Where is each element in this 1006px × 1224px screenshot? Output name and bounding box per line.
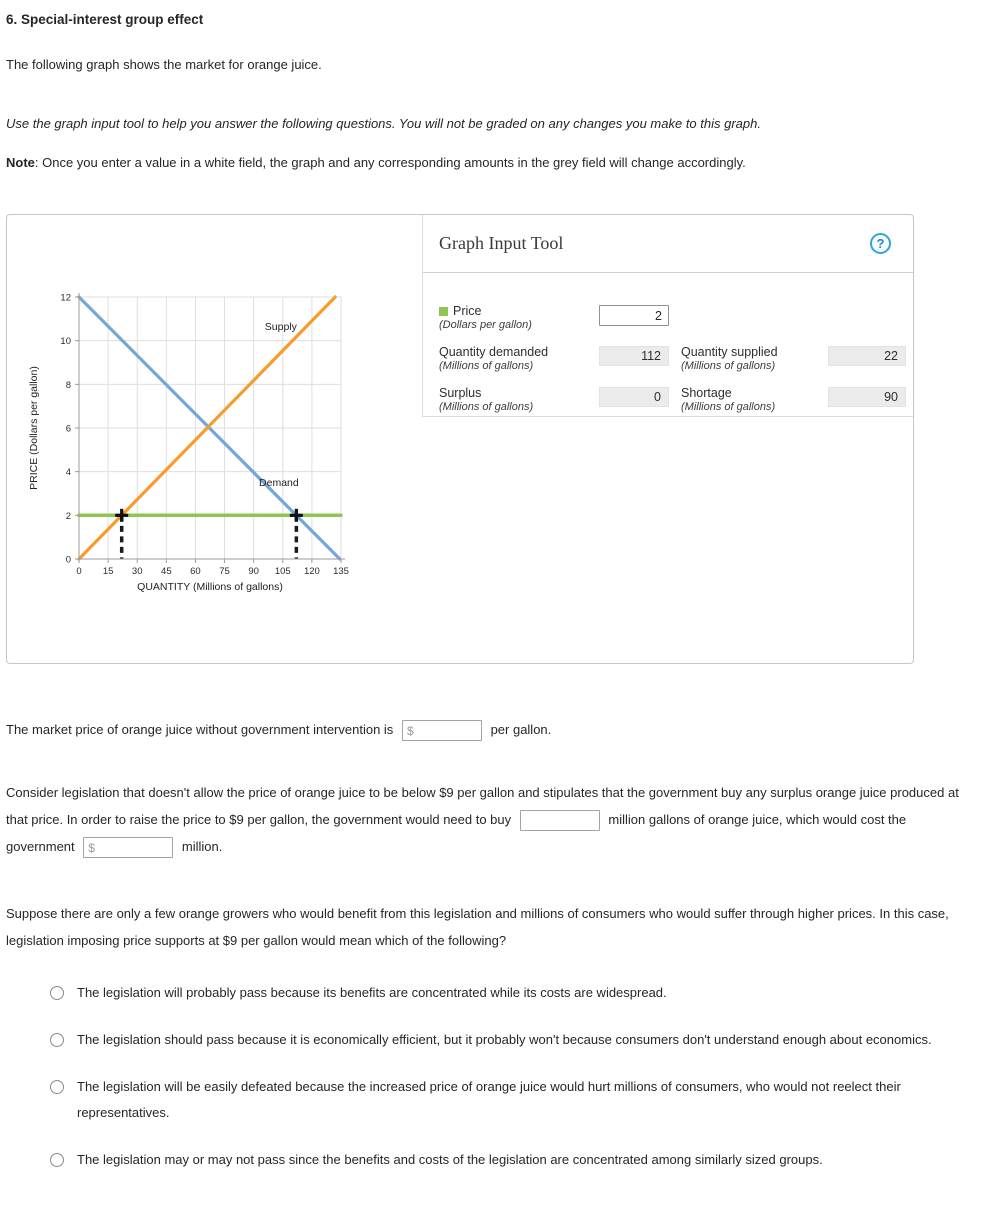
price-input[interactable] bbox=[599, 305, 669, 326]
shortage-value: 90 bbox=[828, 387, 906, 407]
tool-body bbox=[423, 273, 913, 414]
svg-text:Supply: Supply bbox=[264, 320, 297, 333]
svg-text:135: 135 bbox=[333, 566, 349, 577]
svg-text:4: 4 bbox=[65, 467, 71, 479]
note-label: Note bbox=[6, 155, 35, 170]
svg-text:8: 8 bbox=[65, 379, 71, 391]
instructions-text: Use the graph input tool to help you answer the following questions. You will not be graded on any changes you make to this graph. bbox=[6, 116, 761, 131]
dollar-prefix: $ bbox=[406, 724, 414, 738]
svg-text:30: 30 bbox=[131, 566, 143, 577]
option-label: The legislation will be easily defeated because the increased price of orange juice would hurt millions of consumers, who would not reelect their representatives. bbox=[77, 1079, 901, 1120]
quantity-demanded-value: 112 bbox=[599, 346, 669, 366]
graph-input-tool bbox=[422, 215, 913, 417]
svg-text:90: 90 bbox=[248, 566, 259, 577]
answer-options bbox=[6, 980, 998, 1173]
option-label: The legislation will probably pass because its benefits are concentrated while its costs are widespread. bbox=[77, 985, 667, 1000]
note-rest: : Once you enter a value in a white field, the graph and any corresponding amounts in the grey field will change accordingly. bbox=[34, 155, 746, 170]
svg-text:15: 15 bbox=[102, 566, 114, 577]
help-icon[interactable]: ? bbox=[870, 233, 891, 254]
q2-part3: million. bbox=[181, 839, 223, 854]
quantity-supplied-label: Quantity supplied (Millions of gallons) bbox=[681, 345, 778, 372]
gov-buy-quantity-input[interactable] bbox=[520, 810, 600, 831]
q1-suffix: per gallon. bbox=[490, 721, 552, 737]
market-price-input[interactable] bbox=[402, 720, 482, 741]
market-graph[interactable] bbox=[27, 281, 372, 601]
surplus-value: 0 bbox=[599, 387, 669, 407]
svg-text:QUANTITY (Millions of gallons): QUANTITY (Millions of gallons) bbox=[137, 581, 283, 593]
price-swatch-icon bbox=[439, 307, 448, 316]
svg-text:0: 0 bbox=[65, 554, 71, 566]
option-radio[interactable] bbox=[50, 1033, 64, 1047]
option-row[interactable] bbox=[50, 980, 950, 1006]
option-row[interactable] bbox=[50, 1147, 950, 1173]
option-row[interactable] bbox=[50, 1027, 950, 1053]
svg-text:60: 60 bbox=[190, 566, 201, 577]
svg-text:120: 120 bbox=[303, 566, 320, 577]
question-legislation: Suppose there are only a few orange growers who would benefit from this legislation and millions of consumers who would suffer through higher prices. In this case, legislation imposing price supports at $9 per gallon would mean which of the following? bbox=[6, 906, 949, 948]
graph-panel bbox=[6, 214, 914, 664]
option-radio[interactable] bbox=[50, 1080, 64, 1094]
svg-text:2: 2 bbox=[65, 510, 71, 522]
svg-text:105: 105 bbox=[274, 566, 291, 577]
note-text bbox=[6, 155, 998, 170]
option-row[interactable] bbox=[50, 1074, 950, 1126]
option-label: The legislation may or may not pass since the benefits and costs of the legislation are concentrated among similarly sized groups. bbox=[77, 1152, 823, 1167]
gov-cost-input[interactable] bbox=[83, 837, 173, 858]
option-label: The legislation should pass because it is economically efficient, but it probably won't because consumers don't understand enough about economics. bbox=[77, 1032, 932, 1047]
page-title: 6. Special-interest group effect bbox=[6, 12, 204, 27]
dollar-prefix: $ bbox=[88, 841, 95, 856]
question-price-support bbox=[6, 779, 964, 860]
svg-text:75: 75 bbox=[219, 566, 230, 577]
svg-text:45: 45 bbox=[161, 566, 172, 577]
question-market-price bbox=[6, 720, 998, 741]
option-radio[interactable] bbox=[50, 986, 64, 1000]
intro-text: The following graph shows the market for orange juice. bbox=[6, 57, 322, 72]
tool-header bbox=[423, 215, 913, 273]
quantity-demanded-label: Quantity demanded (Millions of gallons) bbox=[439, 345, 549, 372]
svg-text:10: 10 bbox=[60, 336, 71, 348]
q1-prefix: The market price of orange juice without government intervention is bbox=[6, 721, 394, 737]
quantity-supplied-value: 22 bbox=[828, 346, 906, 366]
svg-text:Demand: Demand bbox=[259, 476, 299, 489]
q2-part1: Consider legislation that doesn't allow the price of orange juice to be below $9 per gallon and stipulates that the government buy any surplus orange juice produced at that price. In order to raise the price to $9 per gallon, the government would need to buy bbox=[6, 785, 959, 827]
svg-text:6: 6 bbox=[65, 423, 71, 435]
q2-part2: million gallons of orange juice, which would cost the government bbox=[6, 812, 907, 854]
option-radio[interactable] bbox=[50, 1153, 64, 1167]
price-label: Price (Dollars per gallon) bbox=[439, 304, 532, 331]
surplus-label: Surplus (Millions of gallons) bbox=[439, 386, 534, 413]
shortage-label: Shortage (Millions of gallons) bbox=[681, 386, 776, 413]
tool-title: Graph Input Tool bbox=[439, 233, 564, 253]
svg-text:0: 0 bbox=[76, 566, 82, 577]
svg-text:PRICE (Dollars per gallon): PRICE (Dollars per gallon) bbox=[28, 366, 40, 490]
svg-text:12: 12 bbox=[60, 292, 71, 304]
